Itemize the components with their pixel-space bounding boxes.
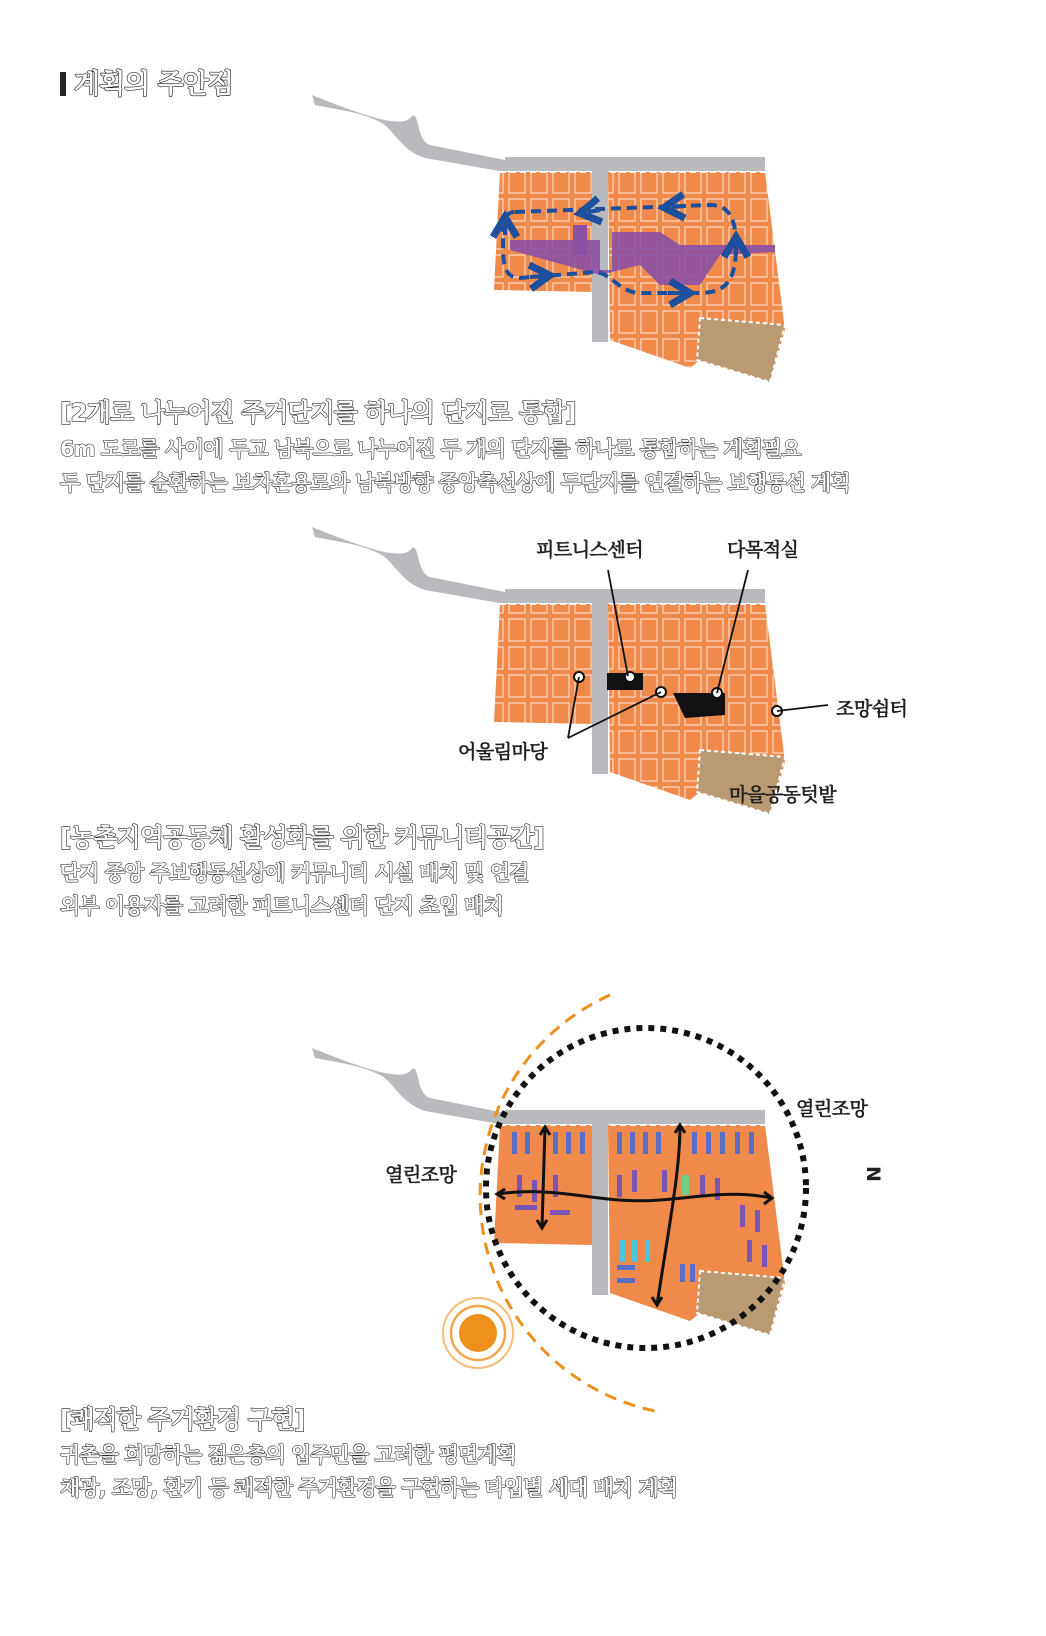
site-plan-environment: [312, 995, 806, 1412]
section2-line-1: 단지 중앙 주보행동선상에 커뮤니티 시설 배치 및 연결: [60, 861, 529, 885]
page-title-text: 계획의 주안점: [74, 69, 233, 100]
sun-icon: [443, 1298, 513, 1368]
label-garden: 마을공동텃밭: [729, 784, 837, 806]
section1-title: [2개로 나누어진 주거단지를 하나의 단지로 통합]: [60, 398, 576, 427]
section3-line-1: 귀촌을 희망하는 젊은층의 입주민을 고려한 평면계획: [60, 1443, 516, 1467]
site-plan-community: [312, 527, 828, 814]
units-cyan: [620, 1240, 650, 1262]
section2-title: [농촌지역공동체 활성화를 위한 커뮤니티공간]: [60, 823, 544, 852]
section1-line-2: 두 단지를 순환하는 보차혼용로와 남북방향 중앙축선상에 두단지를 연결하는 보행동선 계획: [60, 471, 850, 495]
label-view-left: 열린조망: [385, 1164, 457, 1186]
north-arrow: N: [862, 1166, 884, 1182]
label-fitness: 피트니스센터: [536, 539, 644, 561]
label-viewpoint: 조망쉼터: [836, 698, 908, 720]
label-multipurpose: 다목적실: [727, 539, 799, 561]
label-view-right: 열린조망: [796, 1098, 868, 1120]
units-green: [682, 1175, 689, 1195]
community-garden-3: [697, 1271, 785, 1335]
section1-line-1: 6m 도로를 사이에 두고 남북으로 나누어진 두 개의 단지를 하나로 통합하는 계획필요: [60, 437, 801, 461]
section3-title: [쾌적한 주거환경 구현]: [60, 1405, 305, 1434]
section2-line-2: 외부 이용자를 고려한 피트니스센터 단지 초입 배치: [60, 894, 503, 918]
perimeter-road: [505, 157, 765, 171]
community-garden: [697, 318, 785, 382]
label-plaza: 어울림마당: [458, 741, 548, 763]
access-road: [312, 95, 505, 172]
section3-line-2: 채광, 조망, 환기 등 쾌적한 주거환경을 구현하는 타입별 세대 배치 계획: [60, 1476, 678, 1500]
